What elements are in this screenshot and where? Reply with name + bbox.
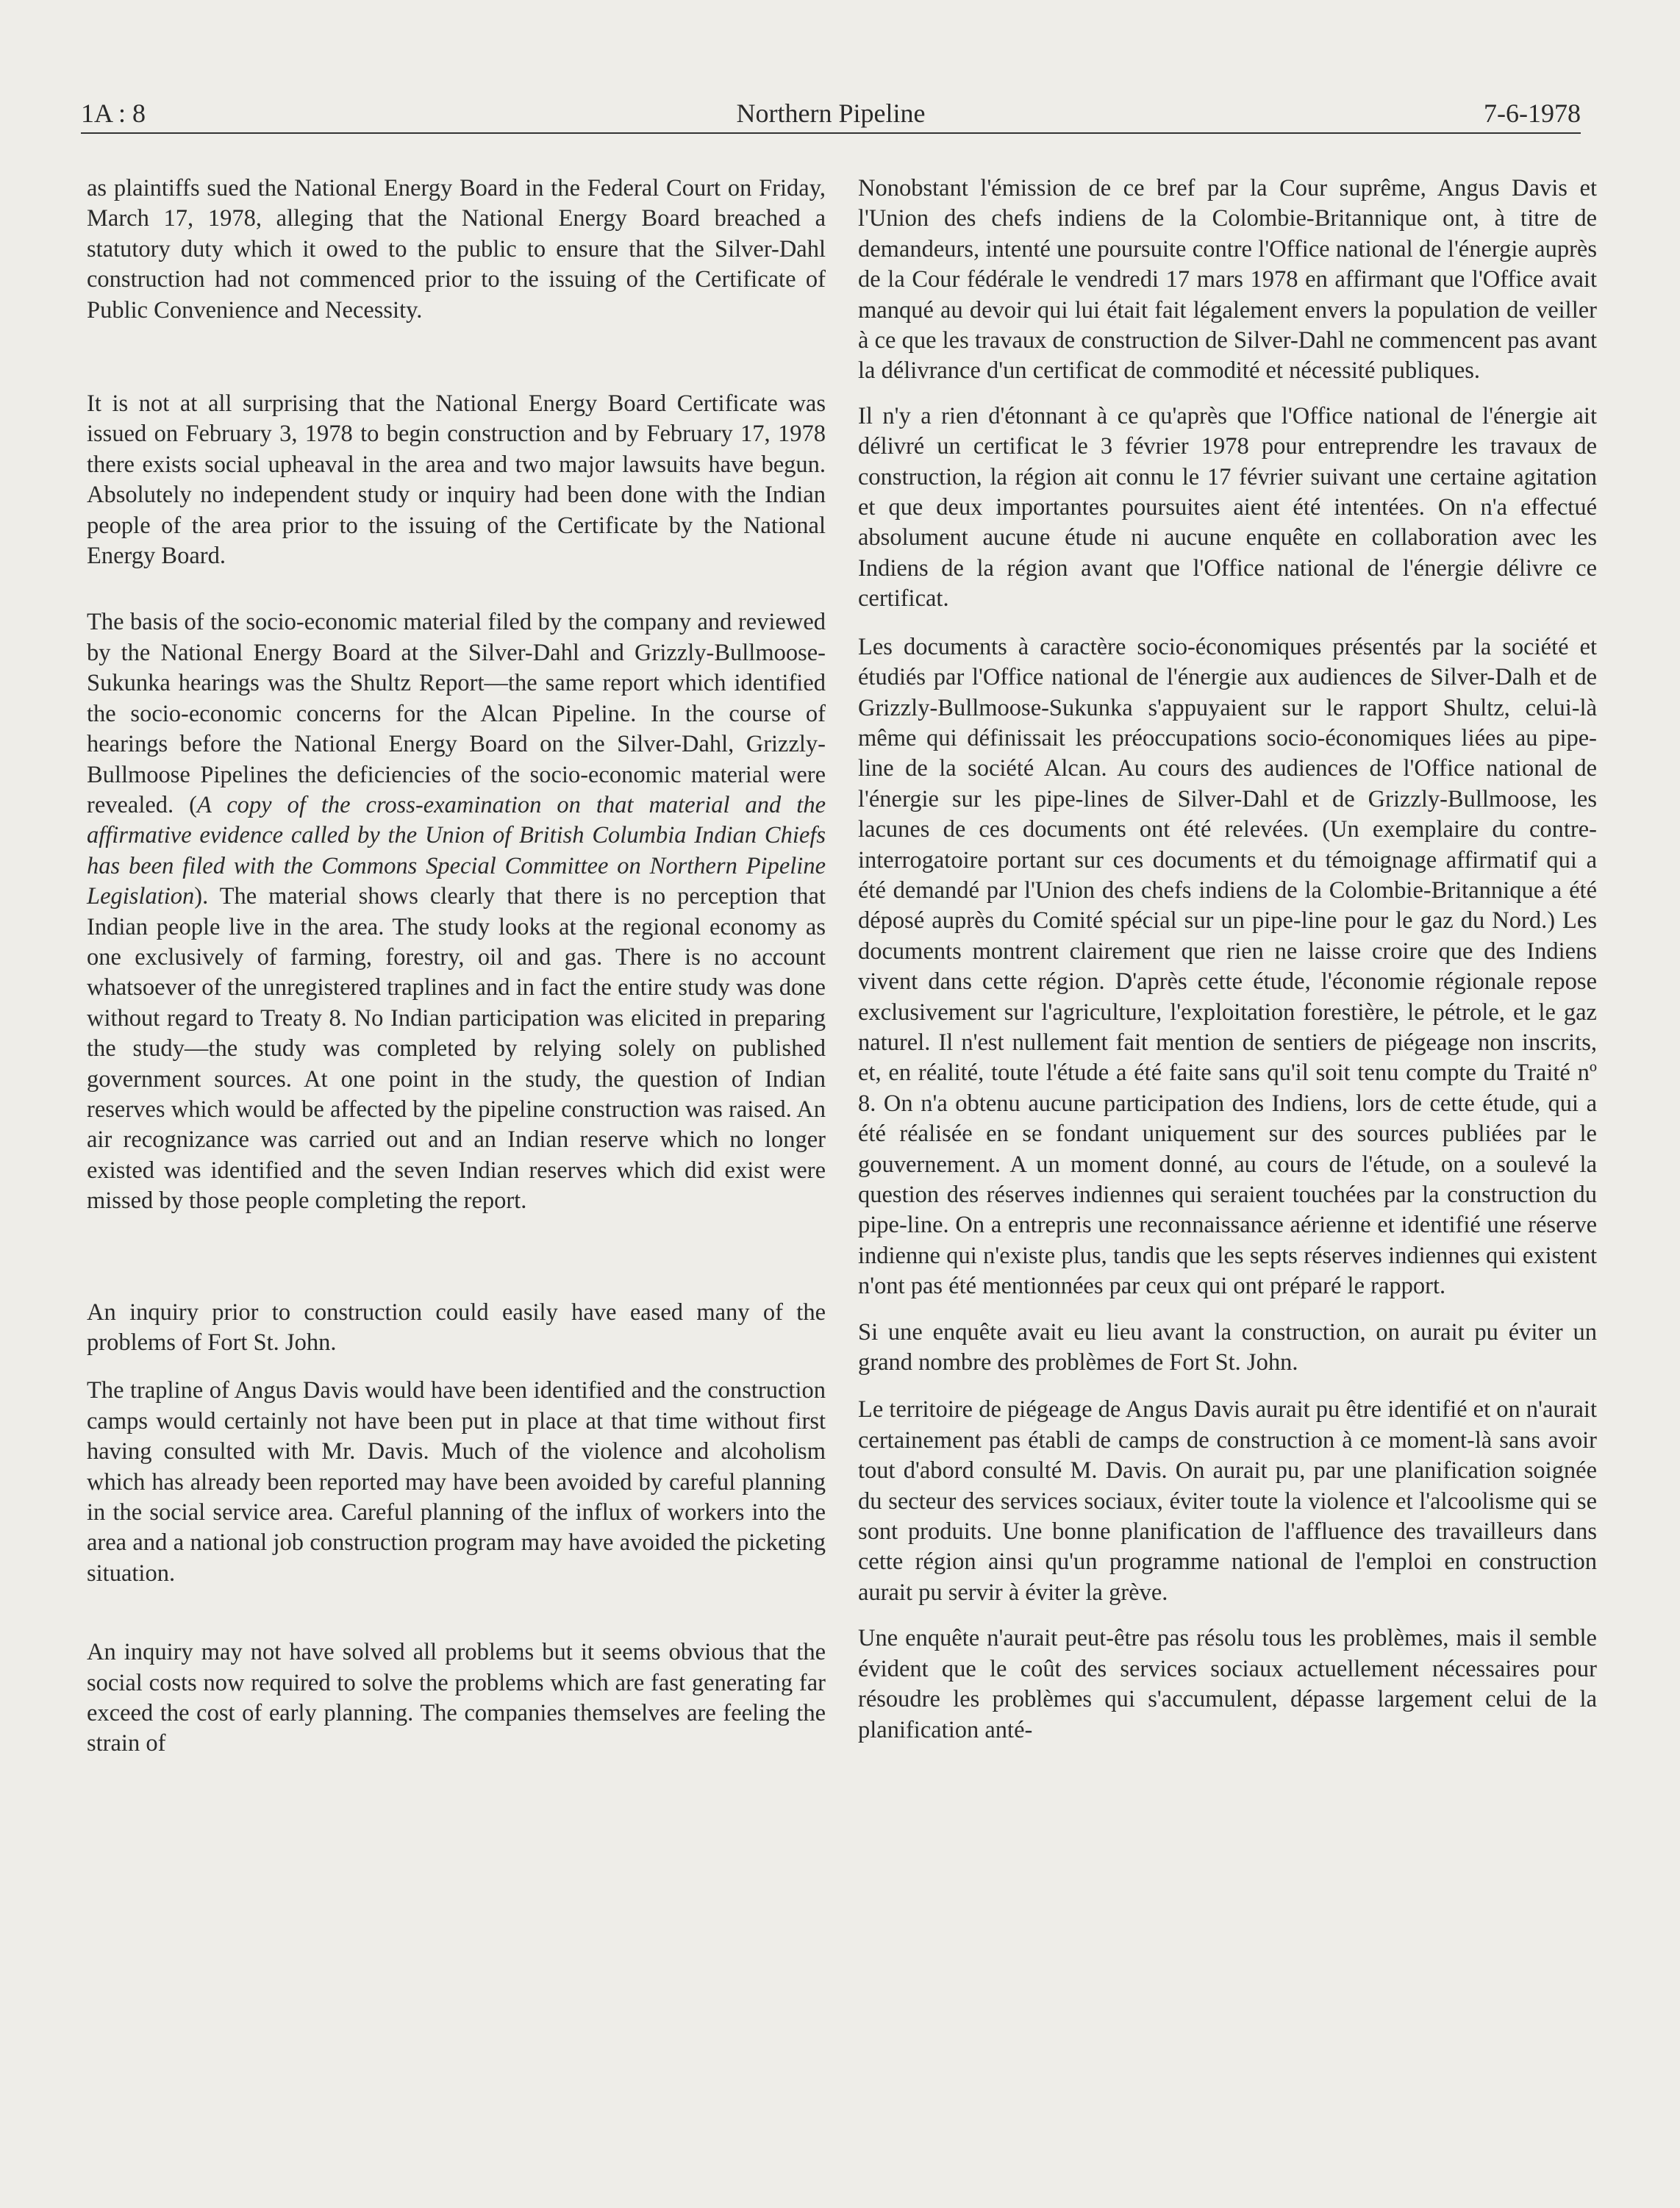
- page-header: [81, 94, 1581, 132]
- french-paragraph-6: Une enquête n'aurait peut-être pas résolu tous les problèmes, mais il semble évident que le coût des services sociaux actuellement nécessaires pour résoudre les problèmes qui s'accumulent, dépasse largement celui de la planification anté-: [858, 1625, 1597, 1743]
- english-paragraph-6: An inquiry may not have solved all problems but it seems obvious that the social costs now required to solve the problems which are fast generating far exceed the cost of early planning. The companies themselves are feeling the strain of: [87, 1639, 826, 1757]
- french-paragraph-5: Le territoire de piégeage de Angus Davis aurait pu être identifié et on n'aurait certainement pas établi de camps de construction à ce moment-là sans avoir tout d'abord consulté M. Davis. On aurait pu, par une planification soignée du secteur des services sociaux, éviter toute la violence et l'alcoolisme qui se sont produits. Une bonne planification de l'affluence des travailleurs dans cette région ainsi qu'un programme national de l'emploi en construction aurait pu servir à éviter la grève.: [858, 1396, 1597, 1606]
- english-paragraph-5: The trapline of Angus Davis would have been identified and the construction camps would certainly not have been put in place at that time without first having consulted with Mr. Davis. Much of the violence and alcoholism which has already been reported may have been avoided by careful planning in the social service area. Careful planning of the influx of workers into the area and a national job construction program may have avoided the picketing situation.: [87, 1377, 826, 1587]
- english-paragraph-3-text: The basis of the socio-economic material filed by the company and reviewed by the National Energy Board at the Silver-Dahl and Grizzly-Bullmoose-Sukunka hearings was the Shultz Report—the same report which identified the socio-economic concerns for the Alcan Pipeline. In the course of hearings before the National Energy Board on the Silver-Dahl, Grizzly-Bullmoose Pipelines the deficiencies of the socio-economic material were revealed. (: [87, 609, 826, 818]
- french-paragraph-3: Les documents à caractère socio-économiques présentés par la société et étudiés par l'Office national de l'énergie aux audiences de Silver-Dalh et de Grizzly-Bullmoose-Sukunka s'appuyaient sur le rapport Shultz, celui-là même qui définissait les préoccupations socio-économiques liées au pipe-line de la société Alcan. Au cours des audiences de l'Office national de l'énergie sur les pipe-lines de Silver-Dahl et de Grizzly-Bullmoose, les lacunes de ces documents ont été relevées. (Un exemplaire du contre-interrogatoire portant sur ces documents et du témoignage affirmatif qui a été demandé par l'Union des chefs indiens de la Colombie-Britannique a été déposé auprès du Comité spécial sur un pipe-line pour le gaz du Nord.) Les documents montrent clairement que rien ne laisse croire que des Indiens vivent dans cette région. D'après cette étude, l'économie régionale repose exclusivement sur l'agriculture, l'exploitation forestière, le pétrole, et le gaz naturel. Il n'est nullement fait mention de sentiers de piégeage non inscrits, et, en réalité, toute l'étude a été faite sans qu'il soit tenu compte du Traité nº 8. On n'a obtenu aucune participation des Indiens, lors de cette étude, qui a été réalisée en se fondant uniquement sur des sources publiées par le gouvernement. A un moment donné, au cours de l'étude, on a soulevé la question des réserves indiennes qui seraient touchées par la construction du pipe-line. On a entrepris une reconnaissance aérienne et identifié une réserve indienne qui n'existe plus, tandis que les septs réserves indiennes qui existent n'ont pas été mentionnées par ceux qui ont préparé le rapport.: [858, 633, 1597, 1300]
- running-title: Northern Pipeline: [736, 99, 926, 128]
- page-reference: 1A : 8: [81, 99, 146, 128]
- english-paragraph-3-continued: ). The material shows clearly that there is no perception that Indian people live in the area. The study looks at the regional economy as one exclusively of farming, forestry, oil and gas. There is no account whatsoever of the unregistered traplines and in fact the entire study was done without regard to Treaty 8. No Indian participation was elicited in preparing the study—the study was completed by relying solely on published government sources. At one point in the study, the question of Indian reserves which would be affected by the pipeline construction was raised. An air recognizance was carried out and an Indian reserve which no longer existed was identified and the seven Indian reserves which did exist were missed by those people completing the report.: [87, 883, 826, 1215]
- english-paragraph-1: as plaintiffs sued the National Energy Board in the Federal Court on Friday, March 17, 1978, alleging that the National Energy Board breached a statutory duty which it owed to the public to ensure that the Silver-Dahl construction had not commenced prior to the issuing of the Certificate of Public Convenience and Necessity.: [87, 175, 826, 324]
- english-paragraph-3: [87, 607, 826, 1216]
- french-paragraph-4: Si une enquête avait eu lieu avant la construction, on aurait pu éviter un grand nombre des problèmes de Fort St. John.: [858, 1318, 1597, 1376]
- english-paragraph-3-citation: A copy of the cross-examination on that material and the affirmative evidence called by the Union of British Columbia Indian Chiefs has been filed with the Commons Special Committee on Northern Pipeline Legislation: [87, 791, 826, 910]
- french-paragraph-2: Il n'y a rien d'étonnant à ce qu'après que l'Office national de l'énergie ait délivré un certificat le 3 février 1978 pour entreprendre les travaux de construction, la région ait connu le 17 février suivant une certaine agitation et que deux importantes poursuites aient été intentées. On n'a effectué absolument aucune étude ni aucune enquête en collaboration avec les Indiens de la région avant que l'Office national de l'énergie délivre ce certificat.: [858, 402, 1597, 612]
- french-paragraph-1: Nonobstant l'émission de ce bref par la Cour suprême, Angus Davis et l'Union des chefs indiens de la Colombie-Britannique ont, à titre de demandeurs, intenté une poursuite contre l'Office national de l'énergie auprès de la Cour fédérale le vendredi 17 mars 1978 en affirmant que l'Office avait manqué au devoir qui lui était fait légalement envers la population de veiller à ce que les travaux de construction de Silver-Dahl ne commencent pas avant la délivrance d'un certificat de commodité et nécessité publiques.: [858, 175, 1597, 385]
- english-paragraph-4: An inquiry prior to construction could easily have eased many of the problems of Fort St. John.: [87, 1298, 826, 1356]
- header-rule: [81, 132, 1581, 134]
- english-column: [87, 174, 826, 1759]
- english-paragraph-2: It is not at all surprising that the National Energy Board Certificate was issued on February 3, 1978 to begin construction and by February 17, 1978 there exists social upheaval in the area and two major lawsuits have begun. Absolutely no independent study or inquiry had been done with the Indian people of the area prior to the issuing of the Certificate by the National Energy Board.: [87, 390, 826, 570]
- header-date: 7-6-1978: [1484, 99, 1581, 128]
- french-column: [858, 174, 1597, 1746]
